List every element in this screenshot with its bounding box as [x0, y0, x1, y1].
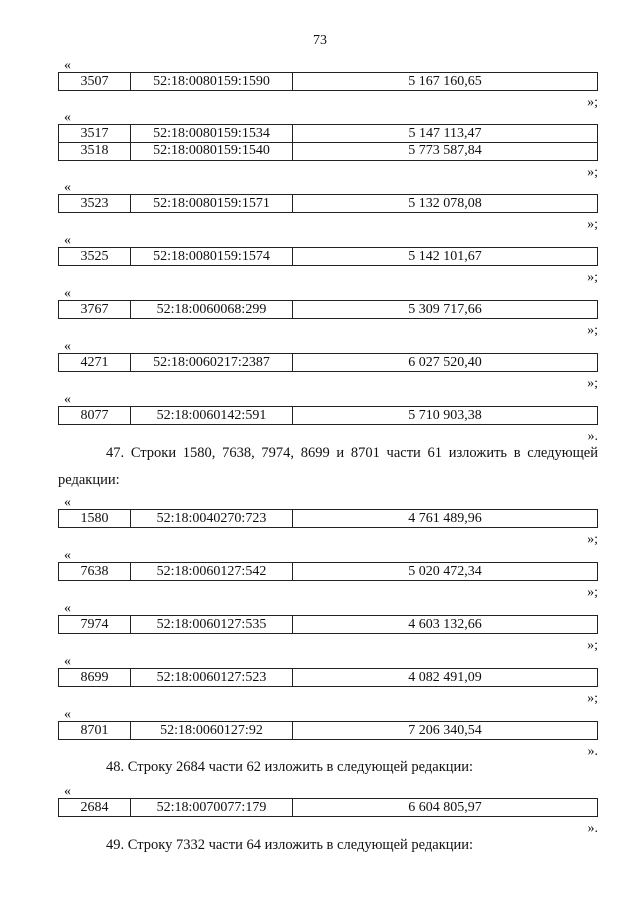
open-quote: «: [64, 392, 71, 407]
open-quote: «: [64, 548, 71, 563]
cadastral-number-cell: 52:18:0080159:1590: [131, 73, 293, 90]
open-quote: «: [64, 784, 71, 799]
value-cell: 5 309 717,66: [408, 301, 482, 317]
open-quote: «: [64, 601, 71, 616]
row-number-cell: 3517: [59, 125, 131, 142]
table-row: [58, 668, 598, 687]
table-row: [58, 353, 598, 372]
paragraph-47-line2: редакции:: [58, 472, 120, 488]
row-number-cell: 2684: [59, 799, 131, 816]
value-cell: 5 132 078,08: [408, 195, 482, 211]
close-quote: »;: [587, 376, 598, 391]
table-row: [58, 615, 598, 634]
value-cell: 5 142 101,67: [408, 248, 482, 264]
cadastral-number-cell: 52:18:0060127:523: [131, 669, 293, 686]
close-quote: ».: [587, 744, 598, 759]
row-number-cell: 8699: [59, 669, 131, 686]
open-quote: «: [64, 339, 71, 354]
row-number-cell: 1580: [59, 510, 131, 527]
table-row: [58, 509, 598, 528]
cadastral-number-cell: 52:18:0040270:723: [131, 510, 293, 527]
cadastral-number-cell: 52:18:0060068:299: [131, 301, 293, 318]
close-quote: »;: [587, 217, 598, 232]
paragraph-47-line1: 47. Строки 1580, 7638, 7974, 8699 и 8701 части 61 изложить в следующей: [106, 445, 598, 461]
open-quote: «: [64, 180, 71, 195]
row-number-cell: 3767: [59, 301, 131, 318]
table-row: [58, 72, 598, 91]
close-quote: »;: [587, 270, 598, 285]
close-quote: »;: [587, 638, 598, 653]
close-quote: »;: [587, 585, 598, 600]
close-quote: ».: [587, 821, 598, 836]
row-number-cell: 3507: [59, 73, 131, 90]
value-cell: 6 604 805,97: [408, 799, 482, 815]
close-quote: »;: [587, 165, 598, 180]
close-quote: »;: [587, 532, 598, 547]
row-number-cell: 4271: [59, 354, 131, 371]
paragraph-49: 49. Строку 7332 части 64 изложить в следующей редакции:: [106, 837, 474, 853]
table-row: [58, 194, 598, 213]
value-cell: 5 020 472,34: [408, 563, 482, 579]
cadastral-number-cell: 52:18:0060217:2387: [131, 354, 293, 371]
row-number-cell: 3523: [59, 195, 131, 212]
value-cell: 5 710 903,38: [408, 407, 482, 423]
page-number: 73: [313, 33, 327, 48]
cadastral-number-cell: 52:18:0060142:591: [131, 407, 293, 424]
row-number-cell: 8701: [59, 722, 131, 739]
row-number-cell: 7974: [59, 616, 131, 633]
open-quote: «: [64, 495, 71, 510]
row-number-cell: 3518: [59, 142, 131, 160]
table-row: [58, 300, 598, 319]
cadastral-number-cell: 52:18:0080159:1534: [131, 125, 293, 142]
value-cell: 4 603 132,66: [408, 616, 482, 632]
table-row: [58, 562, 598, 581]
close-quote: ».: [587, 429, 598, 444]
table-row: [58, 406, 598, 425]
open-quote: «: [64, 58, 71, 73]
cadastral-number-cell: 52:18:0060127:542: [131, 563, 293, 580]
cadastral-number-cell: 52:18:0060127:535: [131, 616, 293, 633]
value-cell: 4 761 489,96: [408, 510, 482, 526]
open-quote: «: [64, 233, 71, 248]
value-cell: 4 082 491,09: [408, 669, 482, 685]
cadastral-number-cell: 52:18:0080159:1574: [131, 248, 293, 265]
table-row: [58, 142, 598, 161]
close-quote: »;: [587, 323, 598, 338]
cadastral-number-cell: 52:18:0080159:1540: [131, 142, 293, 160]
open-quote: «: [64, 654, 71, 669]
value-cell: 6 027 520,40: [408, 354, 482, 370]
open-quote: «: [64, 286, 71, 301]
value-cell: 7 206 340,54: [408, 722, 482, 738]
table-row: [58, 247, 598, 266]
table-row: [58, 721, 598, 740]
close-quote: »;: [587, 95, 598, 110]
table-row: [58, 124, 598, 143]
row-number-cell: 3525: [59, 248, 131, 265]
value-cell: 5 773 587,84: [408, 143, 482, 158]
paragraph-48: 48. Строку 2684 части 62 изложить в следующей редакции:: [106, 759, 474, 775]
row-number-cell: 8077: [59, 407, 131, 424]
row-number-cell: 7638: [59, 563, 131, 580]
table-row: [58, 798, 598, 817]
value-cell: 5 147 113,47: [408, 125, 482, 141]
cadastral-number-cell: 52:18:0080159:1571: [131, 195, 293, 212]
cadastral-number-cell: 52:18:0060127:92: [131, 722, 293, 739]
close-quote: »;: [587, 691, 598, 706]
open-quote: «: [64, 707, 71, 722]
open-quote: «: [64, 110, 71, 125]
value-cell: 5 167 160,65: [408, 73, 482, 89]
cadastral-number-cell: 52:18:0070077:179: [131, 799, 293, 816]
